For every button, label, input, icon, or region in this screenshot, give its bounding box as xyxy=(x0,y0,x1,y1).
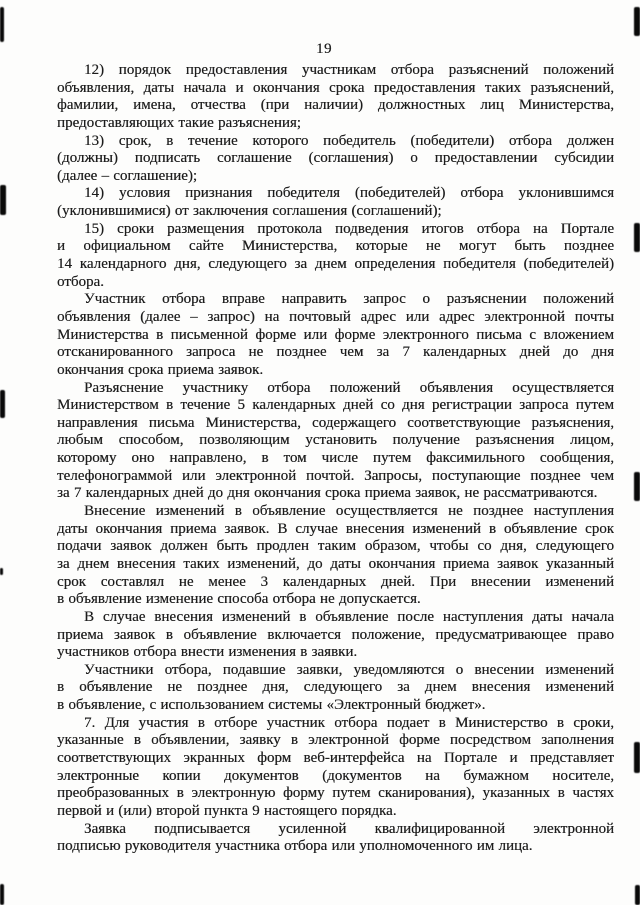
text-line: любым способом, позволяющим установить получение разъяснения лицом, xyxy=(57,432,614,449)
text-line: 7. Для участия в отборе участник отбора подает в Министерство в сроки, xyxy=(84,714,614,731)
text-line: которому оно направлено, в том числе путем факсимильного сообщения, xyxy=(57,450,614,467)
text-line: (должны) подписать соглашение (соглашения) о предоставлении субсидии xyxy=(57,150,614,167)
page-number: 19 xyxy=(316,41,332,57)
text-line: указанные в объявлении, заявку в электронной форме посредством заполнения xyxy=(57,732,614,749)
text-line: направления письма Министерства, содержащего соответствующие разъяснения, xyxy=(57,414,614,431)
text-line: и официальном сайте Министерства, которые не могут быть позднее xyxy=(57,238,614,255)
text-line: Внесение изменений в объявление осуществляется не позднее наступления xyxy=(84,503,614,520)
scan-artifact-mark xyxy=(634,223,640,252)
text-line: участников отбора внести изменения в заявки. xyxy=(57,644,358,661)
text-line: Министерством в течение 5 календарных дней со дня регистрации запроса путем xyxy=(57,397,614,414)
text-line: фамилии, имена, отчества (при наличии) должностных лиц Министерства, xyxy=(57,97,614,114)
text-line: электронные копии документов (документов на бумажном носителе, xyxy=(57,767,614,784)
text-line: В случае внесения изменений в объявление после наступления даты начала xyxy=(84,608,614,625)
text-line: подачи заявок должен быть продлен таким образом, чтобы со дня, следующего xyxy=(57,538,614,555)
text-line: (далее – соглашение); xyxy=(57,167,197,184)
scan-artifact-mark xyxy=(0,7,4,42)
paragraph xyxy=(57,662,614,715)
scan-artifact-mark xyxy=(634,472,640,501)
text-line: в объявление, с использованием системы «Электронный бюджет». xyxy=(57,697,486,714)
text-line: 14) условия признания победителя (победителей) отбора уклонившимся xyxy=(84,185,614,202)
paragraph xyxy=(57,503,614,609)
text-line: объявления, даты начала и окончания срока предоставления таких разъяснений, xyxy=(57,79,614,96)
text-line: даты окончания приема заявок. В случае внесения изменений в объявление срок xyxy=(57,520,614,537)
scan-artifact-mark xyxy=(0,185,6,215)
text-line: отбора. xyxy=(57,273,104,290)
scan-artifact-mark xyxy=(635,885,640,905)
text-line: приема заявок в объявление включается положение, предусматривающее право xyxy=(57,626,614,643)
paragraph xyxy=(57,291,614,379)
text-line: телефонограммой или электронной почтой. Запросы, поступающие позднее чем xyxy=(57,467,614,484)
text-line: 13) срок, в течение которого победитель (победители) отбора должен xyxy=(84,132,614,149)
paragraph xyxy=(57,609,614,662)
text-line: первой и (или) второй пункта 9 настоящего порядка. xyxy=(57,802,397,819)
paragraph xyxy=(57,185,614,220)
text-line: отсканированного запроса не позднее чем за 7 календарных дней до дня xyxy=(57,344,614,361)
scan-artifact-mark xyxy=(634,7,640,36)
scan-artifact-mark xyxy=(0,568,3,575)
text-line: соответствующих экранных форм веб-интерфейса на Портале и представляет xyxy=(57,749,614,766)
text-line: 14 календарного дня, следующего за днем определения победителя (победителей) xyxy=(57,256,614,273)
text-line: за днем внесения таких изменений, до даты окончания приема заявок указанный xyxy=(57,555,614,572)
text-line: срок составлял не менее 3 календарных дней. При внесении изменений xyxy=(57,573,614,590)
text-line: Министерства в письменной форме или форме электронного письма с вложением xyxy=(57,326,614,343)
text-line: Разъяснение участнику отбора положений объявления осуществляется xyxy=(84,379,614,396)
paragraph xyxy=(57,62,614,133)
text-line: подписью руководителя участника отбора или уполномоченного им лица. xyxy=(57,838,533,855)
text-line: окончания срока приема заявок. xyxy=(57,361,264,378)
text-line: Участник отбора вправе направить запрос о разъяснении положений xyxy=(84,291,614,308)
text-line: в объявление изменение способа отбора не допускается. xyxy=(57,591,421,608)
text-line: объявления (далее – запрос) на почтовый адрес или адрес электронной почты xyxy=(57,308,614,325)
text-line: преобразованных в электронную форму путем сканирования), указанных в частях xyxy=(57,785,614,802)
text-line: (уклонившимися) от заключения соглашения (соглашений); xyxy=(57,203,442,220)
scan-artifact-mark xyxy=(0,390,5,418)
text-line: 12) порядок предоставления участникам отбора разъяснений положений xyxy=(84,62,614,78)
scan-artifact-mark xyxy=(634,742,640,773)
document-text-block xyxy=(57,62,614,856)
text-line: предоставляющих такие разъяснения; xyxy=(57,114,301,131)
paragraph xyxy=(57,715,614,821)
paragraph xyxy=(57,380,614,503)
text-line: за 7 календарных дней до дня окончания срока приема заявок, не рассматриваются. xyxy=(57,485,598,502)
paragraph xyxy=(57,821,614,856)
text-line: 15) сроки размещения протокола подведения итогов отбора на Портале xyxy=(84,220,614,237)
paragraph xyxy=(57,221,614,292)
text-line: Участники отбора, подавшие заявки, уведомляются о внесении изменений xyxy=(84,661,614,678)
paragraph xyxy=(57,133,614,186)
text-line: Заявка подписывается усиленной квалифицированной электронной xyxy=(84,820,614,837)
scan-artifact-mark xyxy=(0,884,4,905)
text-line: в объявление не позднее дня, следующего за днем внесения изменений xyxy=(57,679,614,696)
